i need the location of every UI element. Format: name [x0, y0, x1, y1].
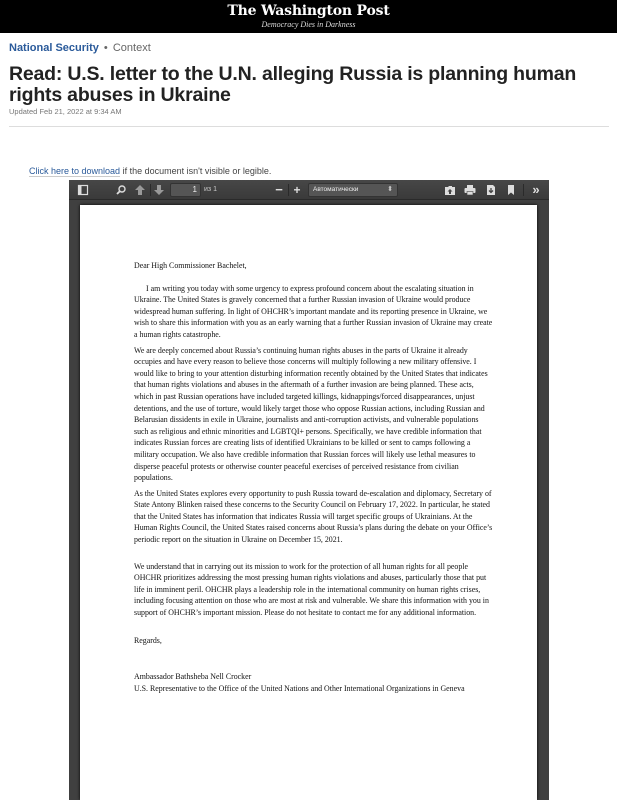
signer-title: U.S. Representative to the Office of the United Nations and Other International Organizations in Geneva [134, 683, 465, 693]
kicker [9, 42, 151, 54]
find-button[interactable] [114, 183, 128, 197]
zoom-select[interactable] [308, 183, 398, 197]
page-number-input[interactable]: 1 [170, 183, 201, 197]
page-count: из 1 [204, 186, 217, 193]
download-link[interactable]: Click here to download [29, 166, 121, 176]
signer-name: Ambassador Bathsheba Nell Crocker [134, 672, 252, 682]
bookmark-icon [504, 183, 518, 197]
masthead [0, 0, 617, 33]
arrow-up-icon [133, 183, 147, 197]
toolbar-separator [150, 184, 151, 196]
pdf-toolbar [69, 180, 549, 200]
letter-paragraph: I am writing you today with some urgency to express profound concern about the escalating situation in Ukraine. The United States is gravely concerned that a further Russian invasion of Ukraine would produce widespread human suffering. In light of OHCHR’s important mandate and its reporting presence in Ukraine, we wish to share this information with you as an early warning that a further Russian invasion of Ukraine may create a human rights catastrophe. [134, 283, 493, 339]
letter-body [134, 260, 494, 698]
toolbar-separator [523, 184, 524, 196]
divider [9, 126, 609, 127]
download-note-text: if the document isn't visible or legible. [120, 166, 272, 176]
pdf-page [80, 205, 537, 800]
toolbar-separator [288, 184, 289, 196]
letter-paragraph: We understand that in carrying out its mission to work for the protection of all human rights for all people OHCHR prioritizes addressing the most pressing human rights violations and abuses, particularly those that put life in imminent peril. OHCHR plays a leadership role in the international community on human rights crises, including focusing attention on those who are most at risk and vulnerable. We share this information with you in support of OHCHR’s important mission. Please do not hesitate to contact me for any additional information. [134, 561, 489, 618]
dateline: Updated Feb 21, 2022 at 9:34 AM [9, 107, 122, 116]
zoom-in-button[interactable]: + [293, 183, 301, 197]
open-file-icon [443, 183, 457, 197]
kicker-label: Context [112, 42, 151, 54]
download-button[interactable] [484, 183, 498, 197]
tagline: Democracy Dies in Darkness [261, 20, 356, 29]
sidebar-toggle-button[interactable] [76, 183, 90, 197]
pdf-viewer [69, 180, 549, 800]
search-icon [114, 183, 128, 197]
tools-menu-button[interactable]: » [532, 182, 540, 197]
sidebar-icon [76, 183, 90, 197]
kicker-separator: • [103, 42, 108, 54]
open-file-button[interactable] [443, 183, 457, 197]
section-link[interactable]: National Security [9, 42, 99, 54]
bookmark-button[interactable] [504, 183, 518, 197]
printer-icon [463, 183, 477, 197]
letter-closing: Regards, [134, 635, 162, 645]
letter-paragraph: We are deeply concerned about Russia’s continuing human rights abuses in the parts of Ukraine it already occupies and have every reason to believe those concerns will multiply following a new military offensive. I would like to bring to your attention disturbing information recently obtained by the United States that indicates that human rights violations and abuses in the aftermath of a further invasion are being planned. These acts, which in past Russian operations have included targeted killings, kidnappings/forced disappearances, unjust detentions, and the use of torture, would likely target those who oppose Russian actions, including Russian and Belarusian dissidents in exile in Ukraine, journalists and anti-corruption activists, and vulnerable populations such as religious and ethnic minorities and LGBTQI+ persons. Specifically, we have credible information that indicates Russian forces are creating lists of identified Ukrainians to be killed or sent to camps following a military occupation. We also have credible information that Russian forces will likely use lethal measures to disperse peaceful protests or otherwise counter peaceful exercises of perceived resistance from civilian populations. [134, 345, 488, 483]
zoom-select-value: Автоматически [313, 186, 359, 193]
letter-paragraph: As the United States explores every opportunity to push Russia toward de-escalation and diplomacy, Secretary of State Antony Blinken raised these concerns to the Security Council on February 17, 2022. In particular, he stated that the United States has information that indicates Russia will target specific groups of Ukrainians. At the Human Rights Council, the United States raised concerns about Russia’s plans during the debate on your Office’s periodic report on the situation in Ukraine on December 15, 2021. [134, 488, 493, 545]
print-button[interactable] [463, 183, 477, 197]
download-note [29, 166, 271, 176]
previous-page-button[interactable] [133, 183, 147, 197]
next-page-button[interactable] [152, 183, 166, 197]
letter-salutation: Dear High Commissioner Bachelet, [134, 261, 247, 270]
zoom-out-button[interactable]: − [275, 182, 283, 197]
select-arrows-icon: ⬍ [387, 186, 393, 193]
headline: Read: U.S. letter to the U.N. alleging Russia is planning human rights abuses in Ukraine [9, 63, 577, 106]
washington-post-logo[interactable]: The Washington Post [227, 3, 390, 19]
download-icon [484, 183, 498, 197]
arrow-down-icon [152, 183, 166, 197]
